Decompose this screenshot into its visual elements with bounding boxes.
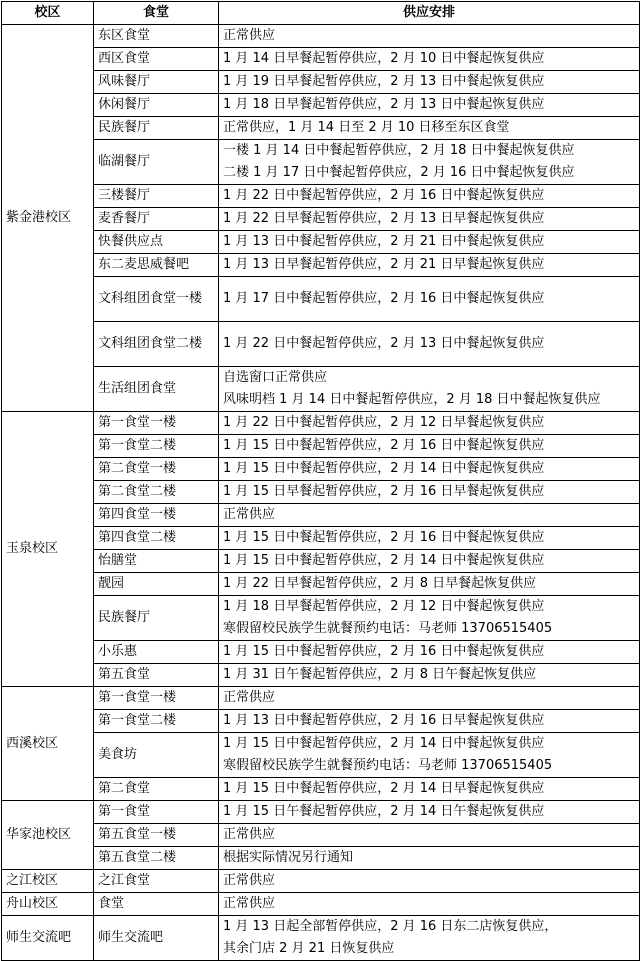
arrangement-line: 其余门店 2 月 21 日恢复供应 xyxy=(223,941,395,956)
table-row xyxy=(2,801,640,824)
arrangement-line: 1 月 15 日早餐起暂停供应，2 月 16 日早餐起恢复供应 xyxy=(223,484,545,499)
canteen-cell: 三楼餐厅 xyxy=(94,185,219,208)
canteen-cell: 靓园 xyxy=(94,573,219,596)
arrangement-cell xyxy=(219,435,640,458)
canteen-cell: 文科组团食堂二楼 xyxy=(94,322,219,367)
header-arrangement: 供应安排 xyxy=(219,2,640,25)
header-row xyxy=(2,2,640,25)
arrangement-line: 正常供应 xyxy=(223,827,276,842)
arrangement-line: 1 月 13 日起全部暂停供应，2 月 16 日东二店恢复供应， xyxy=(223,919,558,934)
arrangement-cell xyxy=(219,801,640,824)
arrangement-cell xyxy=(219,504,640,527)
campus-cell: 紫金港校区 xyxy=(2,25,94,412)
arrangement-cell xyxy=(219,231,640,254)
arrangement-line: 二楼 1 月 17 日中餐起暂停供应，2 月 16 日中餐起恢复供应 xyxy=(223,165,575,180)
table-row xyxy=(2,458,640,481)
table-row xyxy=(2,140,640,185)
canteen-cell: 小乐惠 xyxy=(94,641,219,664)
arrangement-line: 1 月 22 日早餐起暂停供应，2 月 8 日早餐起恢复供应 xyxy=(223,576,537,591)
arrangement-line: 正常供应 xyxy=(223,896,276,911)
arrangement-line: 1 月 22 日中餐起暂停供应，2 月 16 日中餐起恢复供应 xyxy=(223,188,545,203)
canteen-schedule-table xyxy=(1,1,640,961)
campus-cell: 玉泉校区 xyxy=(2,412,94,687)
canteen-cell: 第四食堂一楼 xyxy=(94,504,219,527)
arrangement-line: 1 月 15 日中餐起暂停供应，2 月 16 日中餐起恢复供应 xyxy=(223,644,545,659)
table-row xyxy=(2,481,640,504)
canteen-cell: 民族餐厅 xyxy=(94,117,219,140)
arrangement-cell xyxy=(219,48,640,71)
table-row xyxy=(2,48,640,71)
campus-cell: 之江校区 xyxy=(2,870,94,893)
canteen-cell: 东二麦思威餐吧 xyxy=(94,254,219,277)
arrangement-line: 正常供应 xyxy=(223,507,276,522)
table-row xyxy=(2,322,640,367)
arrangement-cell xyxy=(219,481,640,504)
table-row xyxy=(2,71,640,94)
canteen-cell: 文科组团食堂一楼 xyxy=(94,277,219,322)
header-campus: 校区 xyxy=(2,2,94,25)
table-row xyxy=(2,25,640,48)
canteen-cell: 之江食堂 xyxy=(94,870,219,893)
table-row xyxy=(2,254,640,277)
arrangement-cell xyxy=(219,596,640,641)
canteen-cell: 食堂 xyxy=(94,893,219,916)
canteen-cell: 第一食堂二楼 xyxy=(94,435,219,458)
arrangement-line: 1 月 14 日早餐起暂停供应，2 月 10 日中餐起恢复供应 xyxy=(223,51,545,66)
campus-cell: 舟山校区 xyxy=(2,893,94,916)
table-row xyxy=(2,504,640,527)
table-row xyxy=(2,664,640,687)
canteen-cell: 美食坊 xyxy=(94,733,219,778)
canteen-cell: 休闲餐厅 xyxy=(94,94,219,117)
arrangement-line: 正常供应 xyxy=(223,690,276,705)
table-row xyxy=(2,847,640,870)
arrangement-line: 正常供应，1 月 14 日至 2 月 10 日移至东区食堂 xyxy=(223,120,510,135)
arrangement-cell xyxy=(219,140,640,185)
arrangement-cell xyxy=(219,277,640,322)
canteen-cell: 怡膳堂 xyxy=(94,550,219,573)
table-row xyxy=(2,710,640,733)
arrangement-cell xyxy=(219,573,640,596)
arrangement-line: 寒假留校民族学生就餐预约电话：马老师 13706515405 xyxy=(223,621,553,636)
arrangement-line: 1 月 17 日中餐起暂停供应，2 月 16 日中餐起恢复供应 xyxy=(223,291,545,306)
table-row xyxy=(2,573,640,596)
arrangement-line: 1 月 15 日中餐起暂停供应，2 月 14 日早餐起恢复供应 xyxy=(223,781,545,796)
table-row xyxy=(2,277,640,322)
canteen-cell: 第五食堂二楼 xyxy=(94,847,219,870)
table-row xyxy=(2,596,640,641)
canteen-cell: 快餐供应点 xyxy=(94,231,219,254)
arrangement-cell xyxy=(219,664,640,687)
table-row xyxy=(2,435,640,458)
arrangement-cell xyxy=(219,117,640,140)
table-row xyxy=(2,916,640,961)
header-canteen: 食堂 xyxy=(94,2,219,25)
campus-cell: 华家池校区 xyxy=(2,801,94,870)
table-row xyxy=(2,367,640,412)
canteen-cell: 东区食堂 xyxy=(94,25,219,48)
canteen-cell: 师生交流吧 xyxy=(94,916,219,961)
arrangement-cell xyxy=(219,322,640,367)
table-row xyxy=(2,733,640,778)
arrangement-cell xyxy=(219,185,640,208)
arrangement-line: 1 月 18 日早餐起暂停供应，2 月 13 日中餐起恢复供应 xyxy=(223,97,545,112)
table-row xyxy=(2,117,640,140)
arrangement-line: 1 月 31 日午餐起暂停供应，2 月 8 日午餐起恢复供应 xyxy=(223,667,537,682)
canteen-cell: 风味餐厅 xyxy=(94,71,219,94)
arrangement-line: 1 月 15 日中餐起暂停供应，2 月 16 日中餐起恢复供应 xyxy=(223,438,545,453)
canteen-cell: 第一食堂 xyxy=(94,801,219,824)
arrangement-cell xyxy=(219,254,640,277)
arrangement-line: 1 月 15 日午餐起暂停供应，2 月 14 日午餐起恢复供应 xyxy=(223,804,545,819)
campus-cell: 西溪校区 xyxy=(2,687,94,801)
canteen-cell: 第五食堂一楼 xyxy=(94,824,219,847)
canteen-cell: 麦香餐厅 xyxy=(94,208,219,231)
arrangement-line: 1 月 15 日中餐起暂停供应，2 月 14 日中餐起恢复供应 xyxy=(223,736,545,751)
canteen-cell: 第二食堂一楼 xyxy=(94,458,219,481)
arrangement-cell xyxy=(219,778,640,801)
arrangement-line: 1 月 22 日中餐起暂停供应，2 月 12 日早餐起恢复供应 xyxy=(223,415,545,430)
canteen-cell: 第四食堂二楼 xyxy=(94,527,219,550)
table-row xyxy=(2,870,640,893)
canteen-cell: 第一食堂一楼 xyxy=(94,687,219,710)
arrangement-cell xyxy=(219,641,640,664)
canteen-cell: 第一食堂一楼 xyxy=(94,412,219,435)
arrangement-cell xyxy=(219,824,640,847)
arrangement-line: 正常供应 xyxy=(223,28,276,43)
arrangement-line: 1 月 18 日早餐起暂停供应，2 月 12 日中餐起恢复供应 xyxy=(223,599,545,614)
canteen-cell: 民族餐厅 xyxy=(94,596,219,641)
arrangement-line: 1 月 15 日中餐起暂停供应，2 月 14 日中餐起恢复供应 xyxy=(223,553,545,568)
canteen-cell: 西区食堂 xyxy=(94,48,219,71)
table-row xyxy=(2,893,640,916)
schedule-body xyxy=(2,25,640,961)
table-row xyxy=(2,687,640,710)
arrangement-line: 风味明档 1 月 14 日中餐起暂停供应，2 月 18 日中餐起恢复供应 xyxy=(223,392,601,407)
table-row xyxy=(2,208,640,231)
canteen-cell: 生活组团食堂 xyxy=(94,367,219,412)
arrangement-cell xyxy=(219,847,640,870)
arrangement-cell xyxy=(219,71,640,94)
arrangement-line: 1 月 13 日中餐起暂停供应，2 月 16 日早餐起恢复供应 xyxy=(223,713,545,728)
arrangement-line: 1 月 22 日中餐起暂停供应，2 月 13 日中餐起恢复供应 xyxy=(223,336,545,351)
table-row xyxy=(2,94,640,117)
table-row xyxy=(2,412,640,435)
arrangement-line: 根据实际情况另行通知 xyxy=(223,850,354,865)
table-row xyxy=(2,778,640,801)
canteen-cell: 第五食堂 xyxy=(94,664,219,687)
arrangement-cell xyxy=(219,916,640,961)
arrangement-line: 1 月 22 日早餐起暂停供应，2 月 13 日早餐起恢复供应 xyxy=(223,211,545,226)
arrangement-cell xyxy=(219,870,640,893)
arrangement-cell xyxy=(219,208,640,231)
canteen-cell: 第一食堂二楼 xyxy=(94,710,219,733)
canteen-cell: 第二食堂二楼 xyxy=(94,481,219,504)
arrangement-cell xyxy=(219,527,640,550)
campus-cell: 师生交流吧 xyxy=(2,916,94,961)
arrangement-cell xyxy=(219,687,640,710)
table-row xyxy=(2,527,640,550)
arrangement-cell xyxy=(219,25,640,48)
arrangement-cell xyxy=(219,412,640,435)
arrangement-cell xyxy=(219,733,640,778)
arrangement-cell xyxy=(219,710,640,733)
arrangement-line: 1 月 15 日中餐起暂停供应，2 月 16 日中餐起恢复供应 xyxy=(223,530,545,545)
canteen-cell: 第二食堂 xyxy=(94,778,219,801)
table-row xyxy=(2,641,640,664)
arrangement-line: 1 月 19 日早餐起暂停供应，2 月 13 日中餐起恢复供应 xyxy=(223,74,545,89)
arrangement-cell xyxy=(219,893,640,916)
arrangement-line: 1 月 13 日早餐起暂停供应，2 月 21 日早餐起恢复供应 xyxy=(223,257,545,272)
table-row xyxy=(2,185,640,208)
arrangement-cell xyxy=(219,458,640,481)
arrangement-cell xyxy=(219,367,640,412)
arrangement-cell xyxy=(219,94,640,117)
arrangement-line: 1 月 15 日中餐起暂停供应，2 月 14 日中餐起恢复供应 xyxy=(223,461,545,476)
table-row xyxy=(2,550,640,573)
table-row xyxy=(2,231,640,254)
canteen-cell: 临湖餐厅 xyxy=(94,140,219,185)
arrangement-line: 寒假留校民族学生就餐预约电话：马老师 13706515405 xyxy=(223,758,553,773)
arrangement-line: 正常供应 xyxy=(223,873,276,888)
arrangement-line: 自选窗口正常供应 xyxy=(223,370,328,385)
arrangement-line: 1 月 13 日中餐起暂停供应，2 月 21 日中餐起恢复供应 xyxy=(223,234,545,249)
arrangement-line: 一楼 1 月 14 日中餐起暂停供应，2 月 18 日中餐起恢复供应 xyxy=(223,143,575,158)
table-row xyxy=(2,824,640,847)
arrangement-cell xyxy=(219,550,640,573)
